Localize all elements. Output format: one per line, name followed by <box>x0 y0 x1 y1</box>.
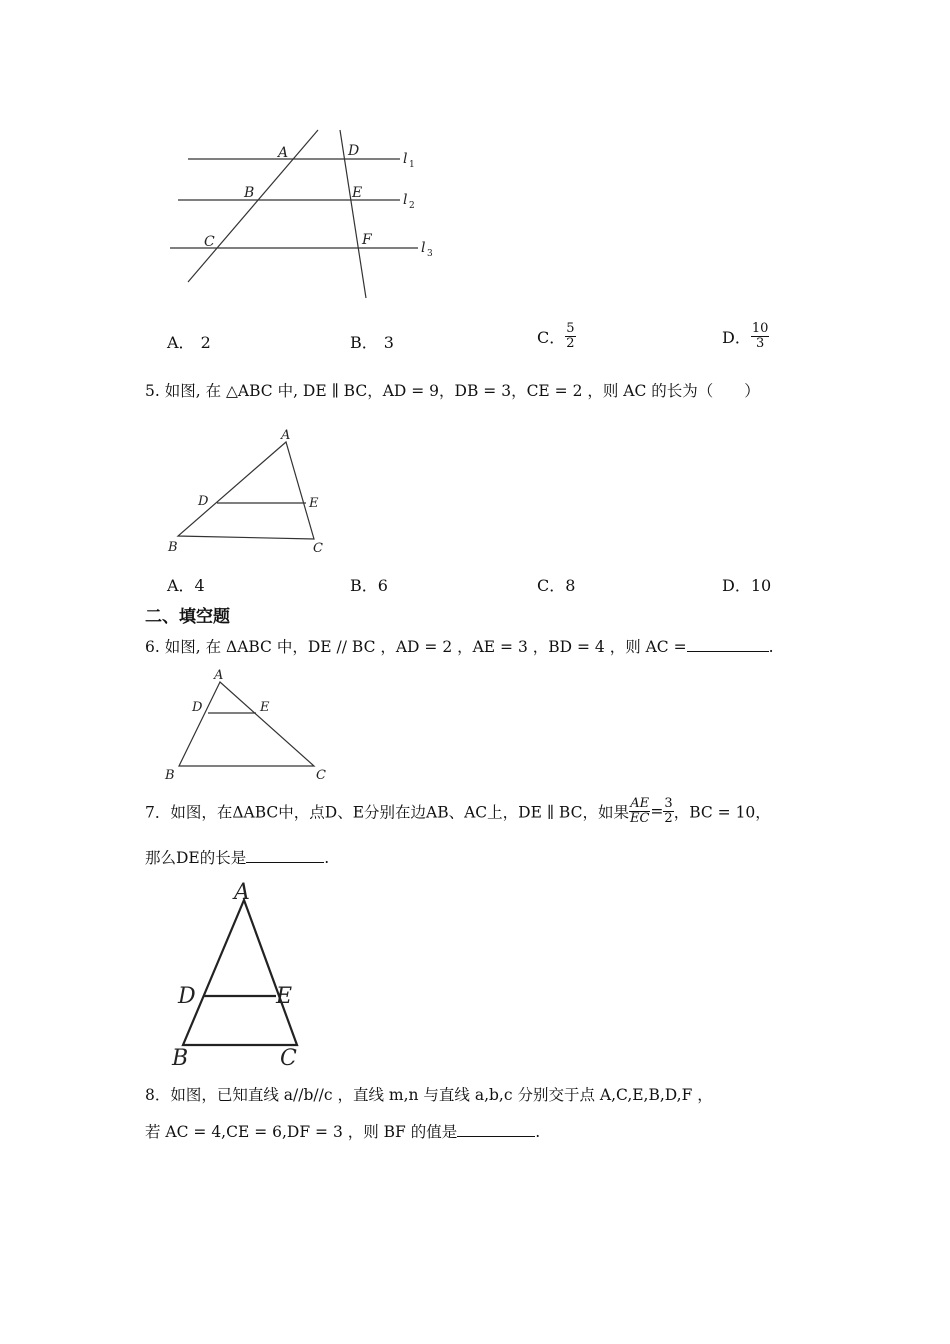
q4-option-b-label: B． <box>350 333 378 352</box>
point-label-C: C <box>280 1046 297 1070</box>
q4-option-c[interactable] <box>537 322 576 351</box>
q5-option-c[interactable]: C．8 <box>537 576 576 595</box>
figure-q6-triangle <box>160 665 340 785</box>
figure-q7-triangle <box>170 875 320 1070</box>
point-label-A: A <box>214 668 224 683</box>
line-label-l3-sub: 3 <box>427 249 433 259</box>
q4-option-d-label: D． <box>722 328 751 347</box>
q4-option-d-fraction: $\frac{10}{3}$ <box>751 321 769 351</box>
q4-option-c-label: C． <box>537 328 566 347</box>
point-label-E: E <box>309 496 319 511</box>
figure-q4-parallel-lines <box>160 120 450 305</box>
q4-option-a-label: A． <box>167 333 195 352</box>
question-8-text-2: 若 AC = 4,CE = 6,DF = 3 ，则 BF 的值是 <box>145 1123 458 1141</box>
figure-q5-triangle <box>160 425 340 560</box>
question-7-end: . <box>324 849 330 867</box>
point-label-C: C <box>204 234 215 250</box>
question-7-text-2: 那么DE的长是 <box>145 849 247 867</box>
point-label-A: A <box>281 428 291 443</box>
q4-option-a-value: 2 <box>200 333 211 352</box>
point-label-B: B <box>172 1046 189 1070</box>
q4-option-a[interactable] <box>167 330 211 353</box>
question-6-text: 6. 如图, 在 ΔABC 中，DE // BC ，AD = 2 ，AE = 3 ，BD = 4 ，则 AC = <box>145 638 687 656</box>
point-label-B: B <box>244 185 255 201</box>
answer-blank-q6[interactable] <box>687 650 769 652</box>
line-label-l1: l <box>403 151 408 167</box>
point-label-D: D <box>178 984 196 1009</box>
q7-fraction-3-2: $\frac{3}{2}$ <box>664 796 673 826</box>
point-label-C: C <box>313 541 323 556</box>
question-7-equals: = <box>650 802 664 821</box>
line-label-l1-sub: 1 <box>409 160 415 170</box>
point-label-E: E <box>260 700 270 715</box>
point-label-F: F <box>362 232 372 248</box>
line-label-l2-sub: 2 <box>409 201 415 211</box>
q4-option-d[interactable] <box>722 322 769 351</box>
point-label-A: A <box>278 145 289 161</box>
question-6-end: . <box>768 638 774 656</box>
question-7-line-2 <box>145 846 329 868</box>
question-7-text-a: 7．如图，在ΔABC中，点D、E分别在边AB、AC上，DE ∥ BC，如果 <box>145 803 629 822</box>
point-label-E: E <box>352 185 363 201</box>
question-8-line-2 <box>145 1120 540 1142</box>
point-label-D: D <box>198 494 209 509</box>
q4-option-b[interactable] <box>350 330 394 353</box>
question-7-line-1 <box>145 797 771 826</box>
question-8-line-1: 8．如图，已知直线 a//b//c ，直线 m,n 与直线 a,b,c 分别交于点 A,C,E,B,D,F ， <box>145 1086 713 1104</box>
q5-option-a[interactable]: A．4 <box>167 576 205 595</box>
point-label-A: A <box>234 880 250 905</box>
line-label-l3: l <box>421 240 426 256</box>
answer-blank-q7[interactable] <box>246 861 324 863</box>
question-7-text-c: ，BC = 10， <box>673 803 771 822</box>
q4-option-b-value: 3 <box>383 333 394 352</box>
point-label-B: B <box>165 768 175 783</box>
point-label-D: D <box>192 700 203 715</box>
question-6 <box>145 635 774 657</box>
section-fill-in-blank-title: 二、填空题 <box>145 607 230 627</box>
q5-option-b[interactable]: B．6 <box>350 576 388 595</box>
question-8-end: . <box>535 1123 541 1141</box>
point-label-D: D <box>348 143 360 159</box>
q5-option-d[interactable]: D．10 <box>722 576 772 595</box>
question-5-text: 5. 如图, 在 △ABC 中, DE ∥ BC，AD = 9，DB = 3，CE = 2 ，则 AC 的长为（ ） <box>145 382 760 400</box>
answer-blank-q8[interactable] <box>457 1135 535 1137</box>
point-label-B: B <box>168 540 178 555</box>
point-label-C: C <box>316 768 326 783</box>
q4-option-c-fraction: $\frac{5}{2}$ <box>566 321 575 351</box>
point-label-E: E <box>276 984 293 1009</box>
line-label-l2: l <box>403 192 408 208</box>
q7-fraction-ae-ec: $\frac{AE}{EC}$ <box>629 796 650 826</box>
